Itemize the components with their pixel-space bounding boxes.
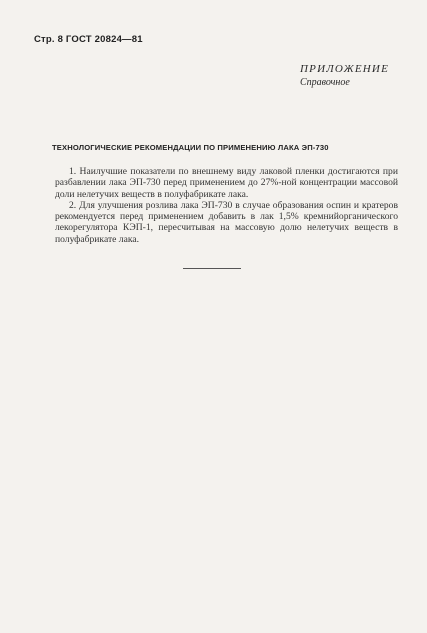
paragraph-1: 1. Наилучшие показатели по внешнему виду лаковой пленки достигаются при разбавлении лака ЭП-730 перед применением до 27%-ной концентрации массовой доли нелетучих веществ в полуфабрикате лака. xyxy=(55,166,398,200)
end-divider xyxy=(183,268,241,269)
page-header: Стр. 8 ГОСТ 20824—81 xyxy=(34,34,143,45)
appendix-note: Справочное xyxy=(300,77,350,88)
appendix-label: ПРИЛОЖЕНИЕ xyxy=(300,63,389,75)
appendix-block xyxy=(300,62,389,90)
document-title: ТЕХНОЛОГИЧЕСКИЕ РЕКОМЕНДАЦИИ ПО ПРИМЕНЕНИЮ ЛАКА ЭП-730 xyxy=(52,143,329,152)
document-body xyxy=(55,166,398,245)
paragraph-2: 2. Для улучшения розлива лака ЭП-730 в случае образования оспин и кратеров рекомендуется перед применением добавить в лак 1,5% кремнийорганического лекорегулятора КЭП-1, пересчитывая на массовую долю нелетучих веществ в полуфабрикате лака. xyxy=(55,199,398,245)
